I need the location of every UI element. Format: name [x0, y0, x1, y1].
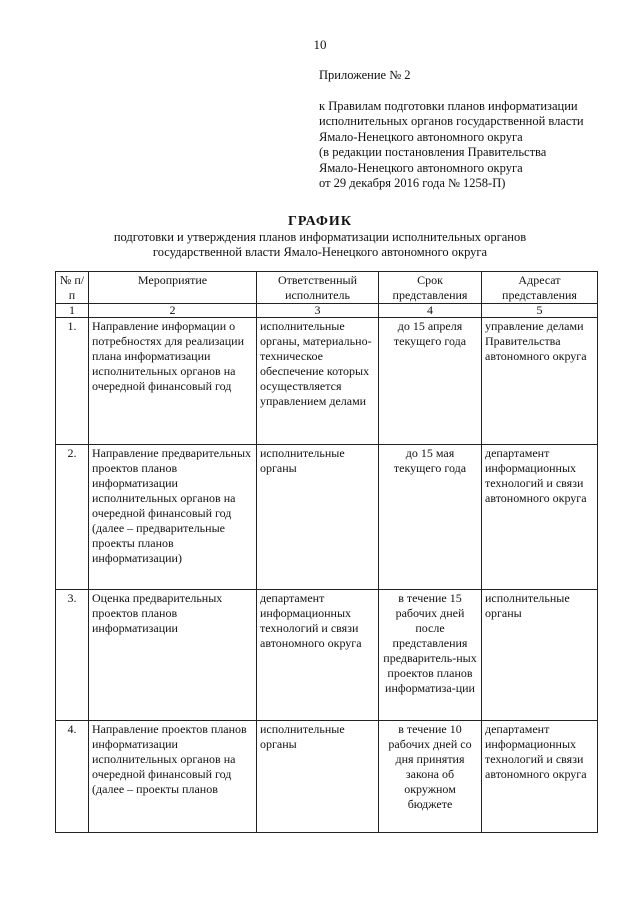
schedule-table	[55, 271, 598, 833]
row-activity: Направление информации о потребностях для реализации плана информатизации исполнительных органов на очередной финансовый год	[89, 318, 257, 445]
document-subtitle-line1: подготовки и утверждения планов информатизации исполнительных органов	[113, 230, 527, 244]
table-row	[56, 721, 598, 833]
row-responsible: исполнительные органы	[257, 445, 379, 590]
header-addressee: Адресат представления	[482, 272, 598, 304]
header-responsible: Ответственный исполнитель	[257, 272, 379, 304]
column-number: 5	[482, 304, 598, 318]
row-activity: Направление проектов планов информатизации исполнительных органов на очередной финансовый год (далее – проекты планов	[89, 721, 257, 833]
row-term: в течение 10 рабочих дней со дня принятия закона об окружном бюджете	[379, 721, 482, 833]
row-number: 1.	[56, 318, 89, 445]
row-number: 3.	[56, 590, 89, 721]
appendix-title: Приложение № 2	[319, 68, 411, 82]
page-number: 10	[313, 37, 327, 52]
column-number: 3	[257, 304, 379, 318]
row-term: до 15 апреля текущего года	[379, 318, 482, 445]
row-responsible: исполнительные органы	[257, 721, 379, 833]
row-addressee: исполнительные органы	[482, 590, 598, 721]
row-responsible: департамент информационных технологий и связи автономного округа	[257, 590, 379, 721]
appendix-line: Ямало-Ненецкого автономного округа	[319, 129, 523, 144]
row-addressee: департамент информационных технологий и связи автономного округа	[482, 445, 598, 590]
appendix-line: от 29 декабря 2016 года № 1258-П)	[319, 176, 506, 190]
row-addressee: департамент информационных технологий и связи автономного округа	[482, 721, 598, 833]
row-term: до 15 мая текущего года	[379, 445, 482, 590]
document-subtitle-line2: государственной власти Ямало-Ненецкого автономного округа	[152, 245, 488, 259]
row-term: в течение 15 рабочих дней после представления предваритель-ных проектов планов информатиза-ции	[379, 590, 482, 721]
document-heading	[0, 213, 640, 260]
column-number: 1	[56, 304, 89, 318]
column-number-row	[56, 304, 598, 318]
document-title: ГРАФИК	[288, 214, 352, 229]
appendix-block	[319, 68, 584, 192]
row-activity: Оценка предварительных проектов планов информатизации	[89, 590, 257, 721]
appendix-line: (в редакции постановления Правительства	[319, 145, 547, 159]
column-number: 4	[379, 304, 482, 318]
row-responsible: исполнительные органы, материально-техническое обеспечение которых осуществляется управлением делами	[257, 318, 379, 445]
table-row	[56, 318, 598, 445]
row-number: 4.	[56, 721, 89, 833]
appendix-line: Ямало-Ненецкого автономного округа	[319, 160, 523, 175]
table-row	[56, 445, 598, 590]
column-number: 2	[89, 304, 257, 318]
row-number: 2.	[56, 445, 89, 590]
header-activity: Мероприятие	[89, 272, 257, 304]
row-addressee: управление делами Правительства автономного округа	[482, 318, 598, 445]
table-header-row	[56, 272, 598, 304]
table-row	[56, 590, 598, 721]
appendix-line: исполнительных органов государственной власти	[319, 114, 584, 128]
header-term: Срок представления	[379, 272, 482, 304]
row-activity: Направление предварительных проектов планов информатизации исполнительных органов на очередной финансовый год (далее – предварительные проекты планов информатизации)	[89, 445, 257, 590]
appendix-line: к Правилам подготовки планов информатизации	[319, 98, 578, 113]
header-num: № п/п	[56, 272, 89, 304]
